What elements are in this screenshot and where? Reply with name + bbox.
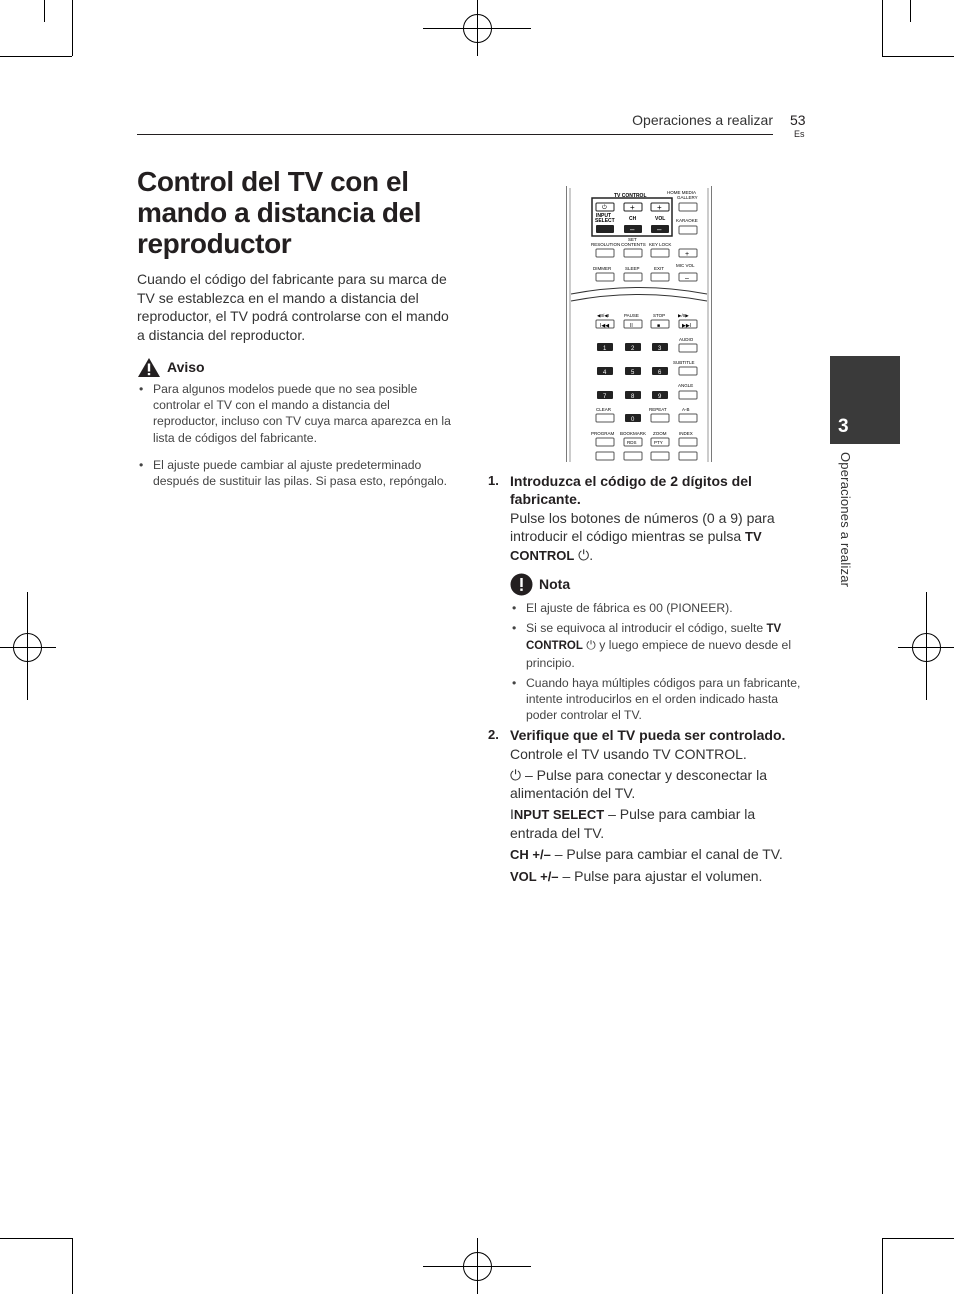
svg-text:9: 9 [658,394,662,400]
page-title: Control del TV con el mando a distancia del reproductor [137,166,422,259]
svg-text:–: – [630,225,635,234]
svg-text:HOME MEDIA: HOME MEDIA [667,190,697,195]
power-icon: ⏻ [586,638,596,653]
svg-text:PTY: PTY [654,440,663,445]
note-heading [510,572,570,596]
svg-text:RESOLUTION: RESOLUTION [591,242,621,247]
step-title: Introduzca el código de 2 dígitos del fabricante. [510,473,752,507]
power-icon: ⏻ [510,767,522,783]
svg-text:–: – [685,275,689,282]
warning-heading [137,356,205,378]
svg-text:SELECT: SELECT [595,218,615,224]
svg-text:PROGRAM: PROGRAM [591,431,615,436]
svg-text:AUDIO: AUDIO [679,337,694,342]
step-body: Controle el TV usando TV CONTROL. ⏻ – Pulse para conectar y desconectar la alimentación del TV. INPUT SELECT – Pulse para cambiar la entrada del TV. CH +/– – Pulse para cambiar el canal de TV. VOL +/– – Pulse para ajustar el volumen. [510,746,783,884]
step-title: Verifique que el TV pueda ser controlado. [510,727,786,743]
svg-text:I◀◀: I◀◀ [600,323,610,329]
warning-list [137,381,455,500]
svg-text:–: – [657,225,662,234]
svg-text:⏻: ⏻ [602,205,607,211]
step-2 [488,726,804,889]
svg-text:PAUSE: PAUSE [624,313,639,318]
warning-icon [137,357,161,378]
svg-text:CLEAR: CLEAR [596,407,612,412]
step-number: 2. [488,727,499,742]
header-rule [137,134,773,135]
svg-text:4: 4 [603,370,607,376]
svg-text:II: II [630,323,633,329]
svg-text:0: 0 [631,417,635,423]
list-item: • El ajuste de fábrica es 00 (PIONEER). [510,600,808,616]
step-number: 1. [488,473,499,488]
list-item: • Para algunos modelos puede que no sea posible controlar el TV con el mando a distancia del reproductor, incluso con TV cuya marca aparezca en la lista de códigos del fabricante. [137,381,455,446]
svg-text:INPUT: INPUT [596,213,611,219]
exclamation-circle-icon [510,573,533,596]
svg-text:3: 3 [658,346,662,352]
svg-text:+: + [657,203,662,212]
chapter-label: Operaciones a realizar [838,452,853,588]
svg-text:SLEEP: SLEEP [625,266,640,271]
intro-paragraph: Cuando el código del fabricante para su marca de TV se establezca en el mando a distancia del reproductor, el TV podrá controlarse con el mando a distancia del reproductor. [137,271,449,343]
svg-text:+: + [630,203,635,212]
language-code: Es [794,129,805,139]
svg-text:ANGLE: ANGLE [678,383,694,388]
svg-text:REPEAT: REPEAT [649,407,667,412]
svg-text:6: 6 [658,370,662,376]
running-header: Operaciones a realizar [632,112,773,128]
svg-text:7: 7 [603,394,607,400]
svg-text:BOOKMARK: BOOKMARK [620,431,647,436]
svg-text:KEY LOCK: KEY LOCK [649,242,672,247]
tv-control-label: TV CONTROL [614,193,647,199]
svg-text:1: 1 [603,346,607,352]
chapter-number: 3 [838,416,849,437]
svg-text:+: + [685,251,690,258]
svg-text:RDS: RDS [627,440,637,445]
page-number: 53 [790,112,806,128]
list-item: • Cuando haya múltiples códigos para un fabricante, intente introducirlos en el orden indicado hasta poder controlar el TV. [510,675,808,724]
svg-text:CH: CH [629,216,637,222]
svg-text:EXIT: EXIT [654,266,665,271]
list-item: • El ajuste puede cambiar al ajuste predeterminado después de sustituir las pilas. Si pasa esto, repóngalo. [137,457,455,489]
svg-text:VOL: VOL [655,216,666,222]
svg-text:A-B: A-B [682,407,690,412]
remote-control-illustration [566,186,712,462]
svg-text:SET: SET [628,237,637,242]
step-1 [488,472,804,565]
step-body: Pulse los botones de números (0 a 9) para introducir el código mientras se pulsa TV CONTROL ⏻. [510,510,775,563]
svg-text:STOP: STOP [653,313,666,318]
svg-text:KARAOKE: KARAOKE [676,218,698,223]
svg-text:DIMMER: DIMMER [593,266,612,271]
svg-text:SUBTITLE: SUBTITLE [673,360,695,365]
svg-text:■: ■ [657,323,661,329]
svg-text:5: 5 [631,370,635,376]
svg-text:MIC VOL: MIC VOL [676,263,695,268]
warning-label: Aviso [167,359,205,375]
svg-text:◀II/◀I: ◀II/◀I [597,313,609,318]
svg-text:2: 2 [631,346,635,352]
svg-text:▶▶I: ▶▶I [682,323,692,329]
note-list [510,600,808,727]
svg-text:GALLERY: GALLERY [677,195,698,200]
list-item: • Si se equivoca al introducir el código, suelte TV CONTROL ⏻ y luego empiece de nuevo desde el principio. [510,620,808,671]
svg-text:INDEX: INDEX [679,431,693,436]
svg-text:ZOOM: ZOOM [653,431,667,436]
svg-text:▶/II▶: ▶/II▶ [678,313,689,318]
svg-text:CONTENTS: CONTENTS [621,242,646,247]
power-icon: ⏻ [578,547,590,563]
svg-text:8: 8 [631,394,635,400]
note-label: Nota [539,576,571,592]
